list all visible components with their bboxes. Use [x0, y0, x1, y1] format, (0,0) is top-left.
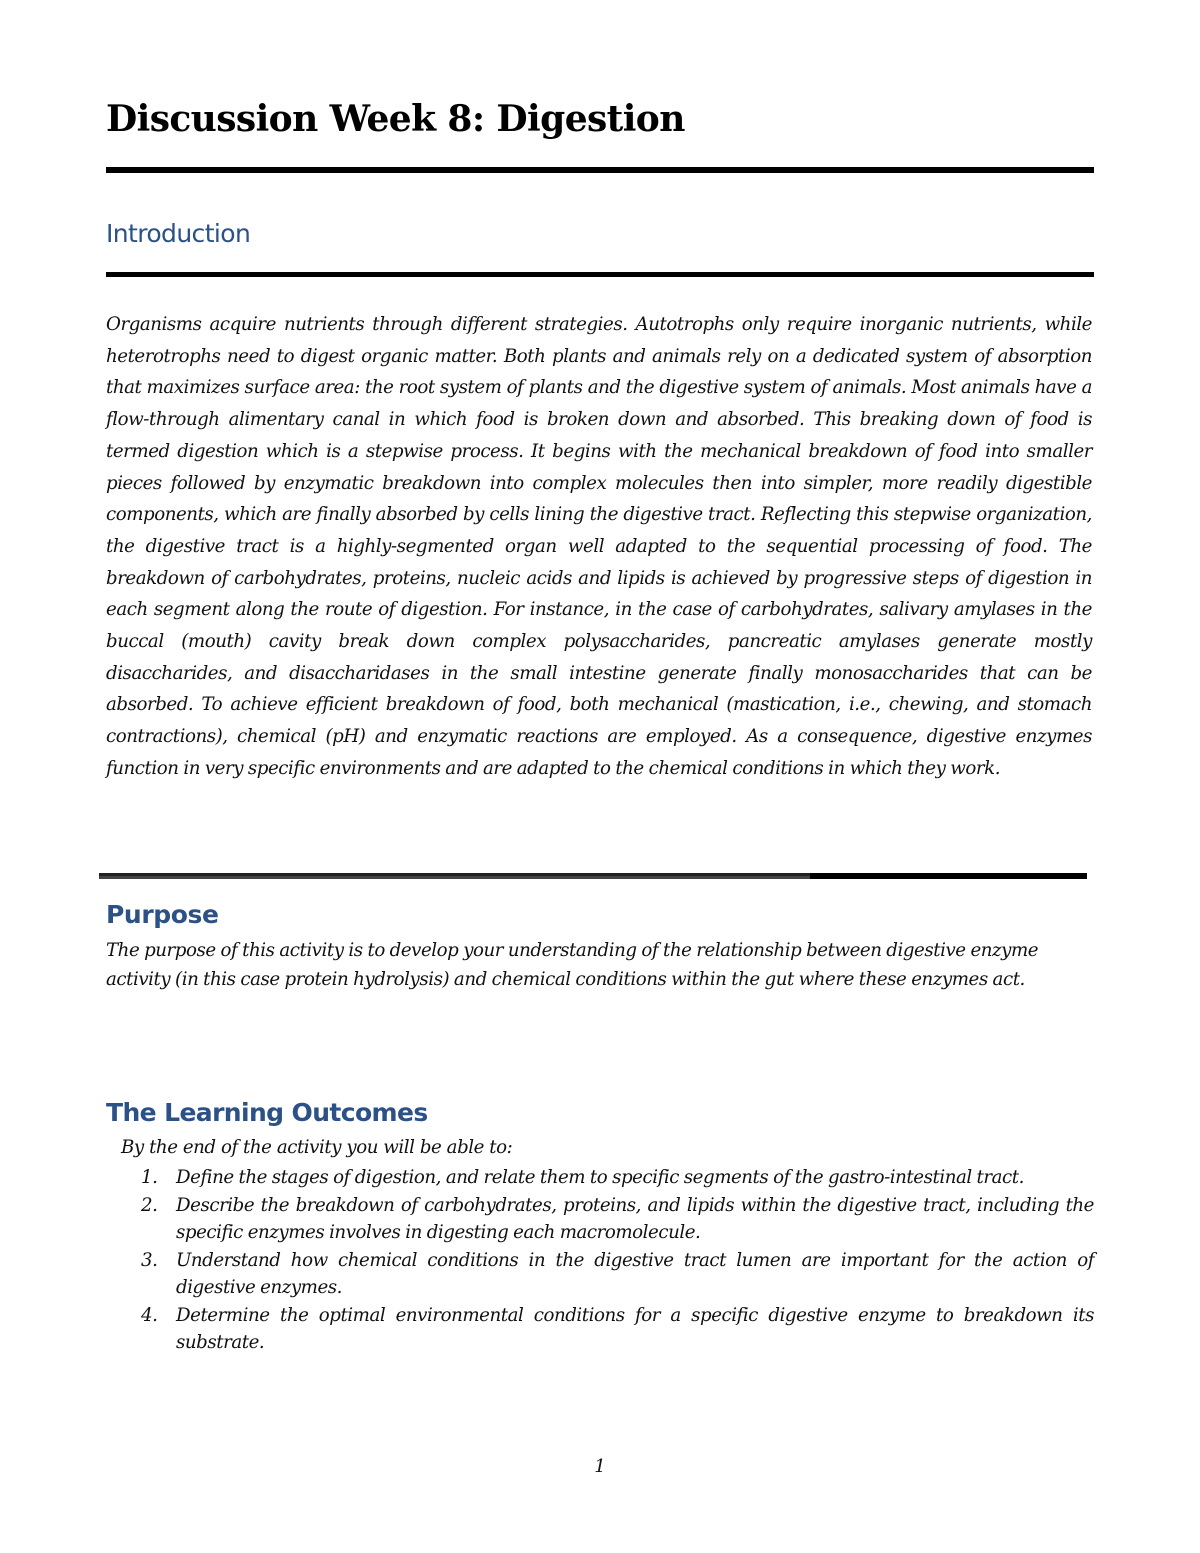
- title-divider: [106, 167, 1094, 173]
- list-item-number: 4.: [141, 1304, 158, 1326]
- list-item-number: 3.: [141, 1249, 158, 1271]
- document-title: Discussion Week 8: Digestion: [106, 98, 685, 140]
- purpose-body: The purpose of this activity is to develop your understanding of the relationship between digestive enzyme activity (in this case protein hydrolysis) and chemical conditions within the gut where these enzymes act.: [106, 940, 1039, 990]
- list-item-text: Determine the optimal environmental conditions for a specific digestive enzyme to breakdown its substrate.: [176, 1304, 1094, 1353]
- list-item: [106, 1192, 1094, 1247]
- introduction-heading: Introduction: [106, 219, 251, 248]
- purpose-heading: Purpose: [106, 900, 219, 929]
- learning-outcomes-heading: The Learning Outcomes: [106, 1098, 428, 1127]
- list-item: [106, 1164, 1094, 1192]
- list-item-text: Understand how chemical conditions in the digestive tract lumen are important for the action of digestive enzymes.: [176, 1249, 1094, 1298]
- introduction-divider: [106, 272, 1094, 277]
- learning-outcomes-list: [106, 1164, 1094, 1357]
- introduction-body: Organisms acquire nutrients through different strategies. Autotrophs only require inorganic nutrients, while heterotrophs need to digest organic matter. Both plants and animals rely on a dedicated system of absorption that maximizes surface area: the root system of plants and the digestive system of animals. Most animals have a flow-through alimentary canal in which food is broken down and absorbed. This breaking down of food is termed digestion which is a stepwise process. It begins with the mechanical breakdown of food into smaller pieces followed by enzymatic breakdown into complex molecules then into simpler, more readily digestible components, which are finally absorbed by cells lining the digestive tract. Reflecting this stepwise organization, the digestive tract is a highly-segmented organ well adapted to the sequential processing of food. The breakdown of carbohydrates, proteins, nucleic acids and lipids is achieved by progressive steps of digestion in each segment along the route of digestion. For instance, in the case of carbohydrates, salivary amylases in the buccal (mouth) cavity break down complex polysaccharides, pancreatic amylases generate mostly disaccharides, and disaccharidases in the small intestine generate finally monosaccharides that can be absorbed. To achieve efficient breakdown of food, both mechanical (mastication, i.e., chewing, and stomach contractions), chemical (pH) and enzymatic reactions are employed. As a consequence, digestive enzymes function in very specific environments and are adapted to the chemical conditions in which they work.: [106, 314, 1092, 779]
- list-item: [106, 1247, 1094, 1302]
- page-number: 1: [594, 1456, 606, 1477]
- list-item: [106, 1302, 1094, 1357]
- list-item-text: Describe the breakdown of carbohydrates, proteins, and lipids within the digestive tract, including the specific enzymes involves in digesting each macromolecule.: [176, 1194, 1094, 1243]
- list-item-number: 2.: [141, 1194, 158, 1216]
- list-item-text: Define the stages of digestion, and relate them to specific segments of the gastro-intestinal tract.: [176, 1167, 1024, 1188]
- learning-outcomes-intro: By the end of the activity you will be able to:: [121, 1137, 513, 1158]
- list-item-number: 1.: [141, 1167, 158, 1188]
- introduction-end-divider-thick: [810, 873, 1087, 879]
